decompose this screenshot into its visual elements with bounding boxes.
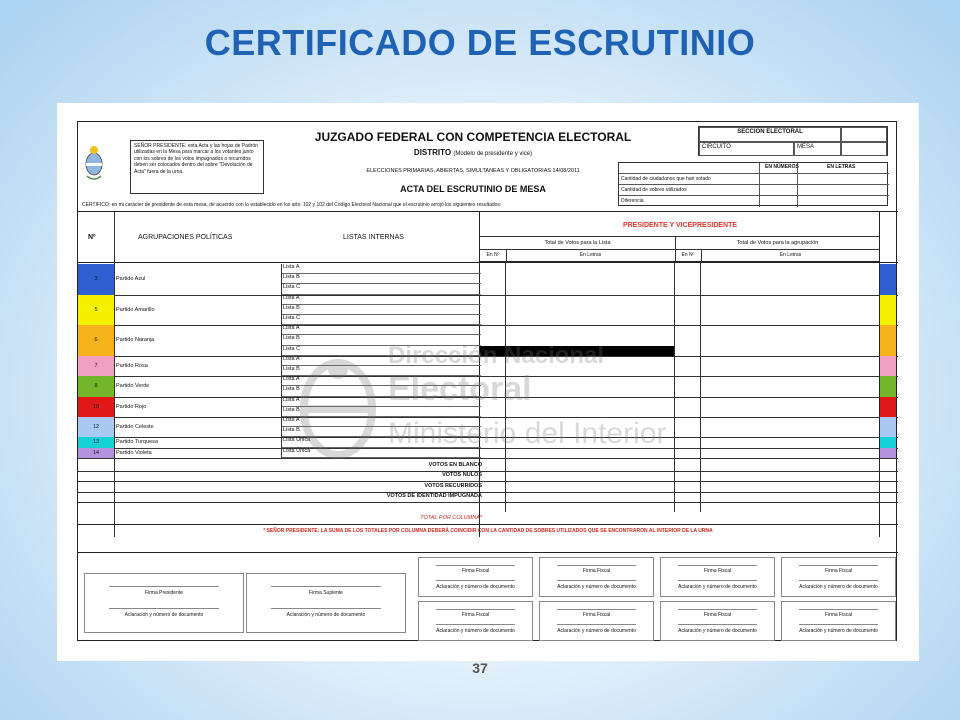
party-name: Partido Violeta [116,449,152,456]
party-color-swatch [880,325,896,356]
lista-cell: Lista B [281,274,481,284]
divider [281,325,282,356]
total-row-label: VOTOS DE IDENTIDAD IMPUGNADA [386,493,482,500]
aclaracion-label: Aclaración y número de documento [799,584,878,590]
party-number: 7 [78,356,114,376]
president-note: SEÑOR PRESIDENTE: esta Acta y las hojas de Padrón utilizadas en la Mesa para marcar a los votantes junto con los sobres de los votos impugnados o recurridos deben ser colocados dentro del sobre "Devolución de Acta" fuera de la urna. [130,140,264,194]
cantidad-row: Cantidad de sobres utilizados [619,185,889,196]
firma-fiscal-label: Firma Fiscal [824,568,853,574]
lista-cell: Lista A [281,295,481,305]
form-header [78,122,898,212]
aclaracion-label: Aclaración y número de documento [678,584,757,590]
divider [78,481,898,482]
signature-line [436,624,515,625]
mesa-field[interactable] [841,142,887,156]
signature-line [436,609,515,610]
party-color-swatch [880,417,896,437]
signature-line [557,609,636,610]
divider [281,356,282,376]
en-no-header: En Nº [486,252,500,258]
aclaracion-label: Aclaración y número de documento [436,584,515,590]
signature-line [678,565,757,566]
divider [78,262,898,263]
signature-line [109,608,220,609]
aclaracion-label: Aclaración y número de documento [286,612,366,618]
acta-title: ACTA DEL ESCRUTINIO DE MESA [400,184,546,194]
party-number: 5 [78,295,114,326]
firma-fiscal-label: Firma Fiscal [824,612,853,618]
party-name: Partido Amarillo [116,306,155,313]
total-row-label: VOTOS NULOS [442,472,482,479]
coat-of-arms-icon [84,142,104,182]
signature-line [557,565,636,566]
presidente-title: PRESIDENTE Y VICEPRESIDENTE [622,222,738,229]
lista-cell: Lista B [281,305,481,315]
en-no-header: En Nº [681,252,695,258]
en-letras-header: EN LETRAS [827,164,856,170]
party-name: Partido Turquesa [116,439,158,446]
aclaracion-label: Aclaración y número de documento [557,628,636,634]
lista-cell: Lista A [281,376,481,386]
divider [797,163,798,207]
distrito-label: DISTRITO [413,148,452,157]
divider [480,249,880,250]
signature-line [436,565,515,566]
party-name: Partido Naranja [116,337,155,344]
firma-fiscal-box[interactable] [418,601,533,641]
party-name: Partido Rosa [116,362,148,369]
signature-line [271,608,382,609]
party-number: 13 [78,437,114,447]
divider [78,492,898,493]
divider [281,417,282,437]
aclaracion-label: Aclaración y número de documento [124,612,204,618]
seccion-electoral-field[interactable] [841,127,887,142]
party-number: 12 [78,417,114,437]
firma-suplente-box[interactable] [246,573,406,633]
distrito-note: (Modelo de presidente y vice) [453,151,533,157]
lista-cell: Lista Única [281,448,481,458]
firma-fiscal-label: Firma Fiscal [461,568,490,574]
seal-icon [298,347,378,467]
divider [759,163,760,207]
party-name: Partido Rojo [116,403,147,410]
cantidad-box [618,162,888,206]
aclaracion-label: Aclaración y número de documento [799,628,878,634]
warning-text: * SEÑOR PRESIDENTE: LA SUMA DE LOS TOTALES POR COLUMNA DEBERÁ COINCIDIR CON LA CANTIDAD DE SOBRES UTILIZADOS QUE SE ENCONTRARON AL INTERIOR DE LA URNA [263,528,713,534]
party-number: 10 [78,397,114,417]
party-name: Partido Azul [116,276,146,283]
divider [281,376,282,396]
cantidad-row: Diferencia [621,198,644,204]
signature-line [678,580,757,581]
firma-fiscal-label: Firma Fiscal [703,568,732,574]
party-color-swatch [880,264,896,295]
aclaracion-label: Aclaración y número de documento [557,584,636,590]
aclaracion-label: Aclaración y número de documento [436,628,515,634]
party-number: 14 [78,448,114,458]
signature-line [799,565,878,566]
en-numeros-header: EN NÚMEROS [765,164,799,170]
signature-area [78,552,898,642]
party-number: 6 [78,325,114,356]
aclaracion-label: Aclaración y número de documento [678,628,757,634]
signature-line [557,580,636,581]
signature-line [436,580,515,581]
firma-fiscal-label: Firma Fiscal [461,612,490,618]
divider [281,448,282,458]
party-name: Partido Verde [116,383,150,390]
circuito-label: CIRCUITO [699,142,794,156]
party-number: 3 [78,264,114,295]
signature-line [271,586,382,587]
party-color-swatch [880,397,896,417]
lista-cell: Lista C [281,284,481,294]
certifico-text: CERTIFICO: en mi carácter de presidente de esta mesa, de acuerdo con lo establecido en los arts. 102 y 102 del Codigo Electoral Nacional que el escrutinio arrojó los siguientes resultados: [82,202,502,208]
lista-cell: Lista Única [281,437,481,447]
cantidad-header-row [619,163,889,174]
lista-cell: Lista C [281,346,481,356]
lista-cell: Lista B [281,407,481,417]
signature-line [678,624,757,625]
party-color-swatch [880,295,896,326]
divider [701,249,702,262]
col-listas-header: LISTAS INTERNAS [343,234,404,241]
party-row [78,264,898,295]
total-row-label: VOTOS EN BLANCO [428,461,482,468]
firma-fiscal-label: Firma Fiscal [582,612,611,618]
firma-fiscal-box[interactable] [539,601,654,641]
party-color-swatch [880,356,896,376]
col-agrupaciones-header: AGRUPACIONES POLÍTICAS [138,234,233,241]
mesa-label: MESA [794,142,841,156]
lista-cell: Lista B [281,335,481,345]
en-letras-sub-header: En Letras [779,252,802,258]
divider [281,437,282,447]
firma-fiscal-label: Firma Fiscal [703,612,732,618]
party-number: 8 [78,376,114,396]
firma-fiscal-box[interactable] [418,557,533,597]
divider [675,236,676,262]
total-agrupacion-header: Total de Votos para la agrupación [736,240,819,246]
watermark-line: Ministerio del Interior [388,417,667,450]
total-por-columna-label: TOTAL POR COLUMNA* [420,515,482,521]
firma-presidente-box[interactable] [84,573,244,633]
firma-fiscal-box[interactable] [781,601,896,641]
party-color-swatch [880,376,896,396]
page-number: 37 [472,660,488,676]
party-name: Partido Celeste [116,424,154,431]
slide-title: CERTIFICADO DE ESCRUTINIO [204,22,756,63]
firma-fiscal-box[interactable] [539,557,654,597]
lista-cell: Lista A [281,417,481,427]
firma-fiscal-box[interactable] [660,601,775,641]
divider [281,264,282,295]
acta-document [57,103,919,661]
seccion-box [698,126,888,156]
firma-suplente-label: Firma Suplente [309,590,343,596]
en-letras-sub-header: En Letras [579,252,602,258]
lista-cell: Lista A [281,325,481,335]
divider [281,397,282,417]
lista-cell: Lista C [281,315,481,325]
signature-line [678,609,757,610]
signature-line [799,609,878,610]
signature-line [109,586,220,587]
lista-cell: Lista A [281,397,481,407]
distrito-title [288,148,658,157]
party-color-swatch [880,448,896,458]
divider [281,295,282,326]
party-color-swatch [880,437,896,447]
signature-line [799,580,878,581]
lista-cell: Lista A [281,264,481,274]
divider [78,524,898,525]
presidente-header [479,212,879,262]
divider [506,249,507,262]
lista-cell: Lista B [281,427,481,437]
seccion-electoral-label: SECCIÓN ELECTORAL [699,127,841,142]
lista-cell: Lista A [281,356,481,366]
signature-line [799,624,878,625]
watermark-line: Electoral [388,370,532,408]
party-row [78,295,898,326]
firma-presidente-label: Firma Presidente [144,590,184,596]
divider [78,502,898,503]
watermark [298,337,718,477]
firma-fiscal-box[interactable] [660,557,775,597]
firma-fiscal-box[interactable] [781,557,896,597]
divider [480,236,880,237]
watermark-line: Dirección Nacional [388,342,605,369]
escrutinio-form [77,121,897,641]
firma-fiscal-label: Firma Fiscal [582,568,611,574]
cantidad-row: Cantidad de ciudadanos que han votado [619,174,889,185]
signature-line [557,624,636,625]
juzgado-title: JUZGADO FEDERAL CON COMPETENCIA ELECTORAL [314,130,632,144]
lista-cell: Lista B [281,366,481,376]
col-num-header: Nº [88,234,96,241]
lista-cell: Lista B [281,386,481,396]
elecciones-line: ELECCIONES PRIMARIAS, ABIERTAS, SIMULTANEAS Y OBLIGATORIAS 14/08/2011 [366,168,580,174]
total-lista-header: Total de Votos para la Lista [544,240,611,246]
total-row-label: VOTOS RECURRIDOS [424,482,482,489]
